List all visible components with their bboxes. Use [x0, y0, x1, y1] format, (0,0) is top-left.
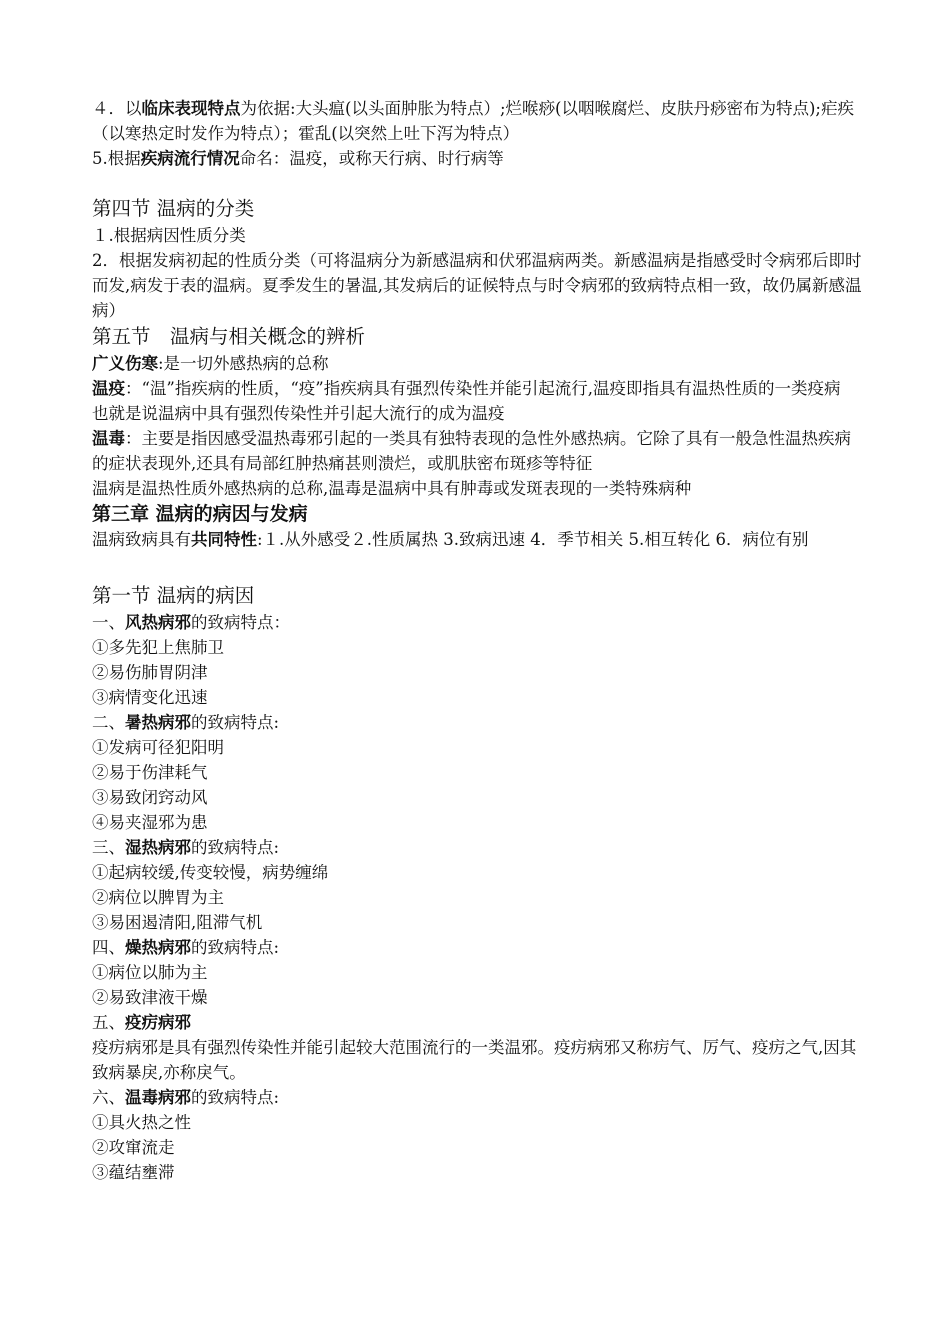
list-item: ①多先犯上焦肺卫: [92, 638, 224, 657]
bold-term: 温毒: [92, 429, 125, 448]
cause-5-body: 疫疠病邪是具有强烈传染性并能引起较大范围流行的一类温邪。疫疠病邪又称疠气、厉气、疫疠之气,因其致病暴戾,亦称戾气。: [92, 1038, 857, 1082]
list-item: ①起病较缓,传变较慢，病势缠绵: [92, 863, 329, 882]
list-item: ①病位以肺为主: [92, 963, 208, 982]
chapter-3-title: 第三章 温病的病因与发病: [92, 503, 308, 525]
bold-term: 疫疠病邪: [125, 1013, 191, 1032]
text: 的致病特点:: [191, 713, 280, 732]
text: 三、: [92, 838, 125, 857]
cause-1-heading: [92, 610, 862, 635]
list-item: ③病情变化迅速: [92, 688, 208, 707]
bold-term: 燥热病邪: [125, 938, 191, 957]
list-item: ③蕴结壅滞: [92, 1163, 175, 1182]
text: ：“温”指疾病的性质，“疫”指疾病具有强烈传染性并能引起流行,温疫即指具有温热性质的一类疫病: [125, 379, 841, 398]
wendu-note: 温病是温热性质外感热病的总称,温毒是温病中具有肿毒或发斑表现的一类特殊病种: [92, 479, 692, 498]
list-item: ①具火热之性: [92, 1113, 191, 1132]
text: 一、: [92, 613, 125, 632]
list-item: ③易致闭窍动风: [92, 788, 208, 807]
text: 温病致病具有: [92, 530, 191, 549]
text: ：主要是指因感受温热毒邪引起的一类具有独特表现的急性外感热病。它除了具有一般急性温热疾病的症状表现外,还具有局部红肿热痛甚则溃烂，或肌肤密布斑疹等特征: [92, 429, 851, 473]
section-5-title: 第五节 温病与相关概念的辨析: [92, 325, 366, 348]
paragraph-naming-5: [92, 146, 862, 171]
paragraph-naming-4: [92, 96, 862, 146]
cause-4-heading: [92, 935, 862, 960]
definition-shanghan: [92, 351, 862, 376]
text: 二、: [92, 713, 125, 732]
section-1-title: 第一节 温病的病因: [92, 584, 255, 607]
list-item: ②易于伤津耗气: [92, 763, 208, 782]
bold-term: 温疫: [92, 379, 125, 398]
text: 六、: [92, 1088, 125, 1107]
bold-term: 疾病流行情况: [140, 149, 240, 168]
cause-5-heading: [92, 1010, 862, 1035]
list-item: ④易夹湿邪为患: [92, 813, 208, 832]
bold-term: 广义伤寒: [92, 354, 158, 373]
text: 的致病特点：: [191, 613, 290, 632]
bold-term: 共同特性: [191, 530, 257, 549]
bold-term: 暑热病邪: [125, 713, 191, 732]
text: 的致病特点:: [191, 1088, 280, 1107]
text: 的致病特点:: [191, 838, 280, 857]
text: 五、: [92, 1013, 125, 1032]
bold-term: 临床表现特点: [141, 99, 241, 118]
list-item: ②攻窜流走: [92, 1138, 175, 1157]
bold-term: 风热病邪: [125, 613, 191, 632]
wenyi-note: 也就是说温病中具有强烈传染性并引起大流行的成为温疫: [92, 404, 505, 423]
definition-wenyi: [92, 376, 862, 401]
list-item: ①发病可径犯阳明: [92, 738, 224, 757]
bold-term: 湿热病邪: [125, 838, 191, 857]
bold-term: 温毒病邪: [125, 1088, 191, 1107]
list-item: ②易伤肺胃阴津: [92, 663, 208, 682]
text: 为依据:大头瘟(以头面肿胀为特点）;烂喉痧(以咽喉腐烂、皮肤丹痧密布为特点);疟疾（以寒热定时发作为特点）；霍乱(以突然上吐下泻为特点）: [92, 99, 854, 143]
classification-1: １.根据病因性质分类: [92, 226, 246, 245]
text: :１.从外感受２.性质属热 3.致病迅速 4．季节相关 5.相互转化 6．病位有别: [257, 530, 809, 549]
list-item: ②易致津液干燥: [92, 988, 208, 1007]
text: ４．以: [92, 99, 142, 118]
list-item: ③易困遏清阳,阻滞气机: [92, 913, 263, 932]
section-4-title: 第四节 温病的分类: [92, 197, 255, 220]
definition-wendu: [92, 426, 862, 476]
text: :是一切外感热病的总称: [158, 354, 329, 373]
document-page: [92, 96, 862, 1185]
text: 5.根据: [92, 149, 141, 168]
cause-2-heading: [92, 710, 862, 735]
cause-6-heading: [92, 1085, 862, 1110]
cause-3-heading: [92, 835, 862, 860]
text: 四、: [92, 938, 125, 957]
common-features: [92, 527, 862, 552]
list-item: ②病位以脾胃为主: [92, 888, 224, 907]
text: 命名：温疫，或称天行病、时行病等: [239, 149, 504, 168]
text: 的致病特点:: [191, 938, 280, 957]
classification-2: 2．根据发病初起的性质分类（可将温病分为新感温病和伏邪温病两类。新感温病是指感受时令病邪后即时而发,病发于表的温病。夏季发生的暑温,其发病后的证候特点与时令病邪的致病特点相一致，故仍属新感温病）: [92, 251, 862, 320]
